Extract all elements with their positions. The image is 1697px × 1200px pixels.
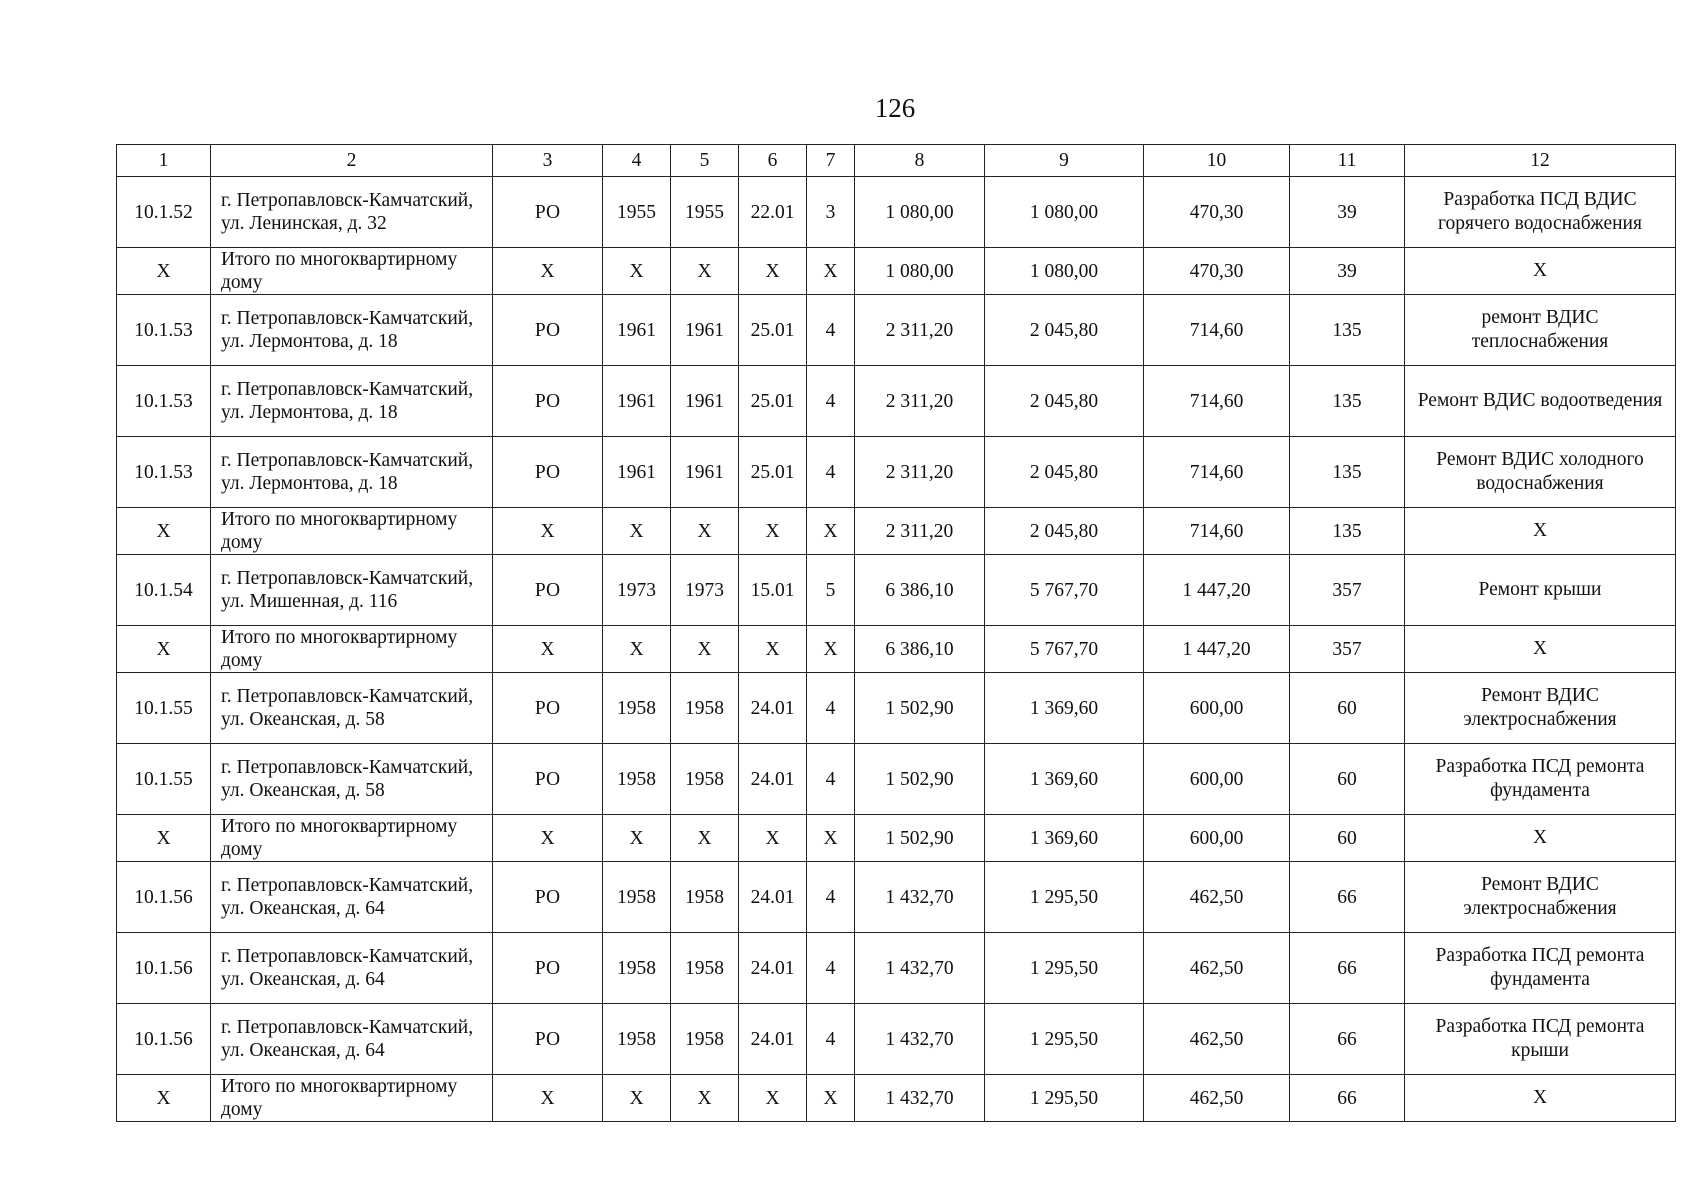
cell-row-number: Х <box>117 626 211 673</box>
cell-residents: 60 <box>1290 815 1405 862</box>
cell-floors: 5 <box>807 555 855 626</box>
cell-wall-material: Х <box>739 626 807 673</box>
cell-address: г. Петропавловск-Камчатский, ул. Океанская, д. 58 <box>211 744 493 815</box>
cell-commission-year: 1958 <box>671 862 739 933</box>
cell-wall-material: 24.01 <box>739 673 807 744</box>
cell-address: г. Петропавловск-Камчатский, ул. Океанская, д. 64 <box>211 1004 493 1075</box>
table-row-total <box>117 815 1676 862</box>
column-header: 12 <box>1405 145 1676 177</box>
cell-work-type: Х <box>1405 508 1676 555</box>
cell-work-type: Разработка ПСД ремонта фундамента <box>1405 744 1676 815</box>
cell-residential-area: 1 369,60 <box>985 744 1144 815</box>
table-row <box>117 555 1676 626</box>
cell-total-area: 1 080,00 <box>855 248 985 295</box>
cell-residential-area: 2 045,80 <box>985 508 1144 555</box>
cell-row-number: 10.1.56 <box>117 862 211 933</box>
table-row <box>117 673 1676 744</box>
cell-address: Итого по многоквартирному дому <box>211 1075 493 1122</box>
cell-address: г. Петропавловск-Камчатский, ул. Лермонтова, д. 18 <box>211 437 493 508</box>
cell-row-number: Х <box>117 815 211 862</box>
cell-total-area: 1 502,90 <box>855 744 985 815</box>
cell-build-year: 1958 <box>603 673 671 744</box>
cell-commission-year: Х <box>671 815 739 862</box>
cell-row-number: 10.1.54 <box>117 555 211 626</box>
cell-residential-area: 1 369,60 <box>985 673 1144 744</box>
cell-non-residential-area: 462,50 <box>1144 1075 1290 1122</box>
cell-owner: РО <box>493 862 603 933</box>
cell-floors: 4 <box>807 673 855 744</box>
table-row <box>117 933 1676 1004</box>
cell-floors: 4 <box>807 295 855 366</box>
cell-work-type: Ремонт ВДИС водоотведения <box>1405 366 1676 437</box>
cell-build-year: Х <box>603 508 671 555</box>
cell-floors: 4 <box>807 366 855 437</box>
cell-owner: Х <box>493 508 603 555</box>
cell-address: г. Петропавловск-Камчатский, ул. Лермонтова, д. 18 <box>211 366 493 437</box>
cell-non-residential-area: 470,30 <box>1144 248 1290 295</box>
cell-build-year: 1961 <box>603 437 671 508</box>
cell-non-residential-area: 600,00 <box>1144 744 1290 815</box>
cell-residents: 357 <box>1290 555 1405 626</box>
cell-wall-material: 24.01 <box>739 862 807 933</box>
table-row <box>117 744 1676 815</box>
cell-owner: РО <box>493 744 603 815</box>
cell-owner: РО <box>493 366 603 437</box>
cell-build-year: 1961 <box>603 295 671 366</box>
cell-work-type: Ремонт ВДИС электроснабжения <box>1405 673 1676 744</box>
cell-total-area: 6 386,10 <box>855 555 985 626</box>
cell-commission-year: 1973 <box>671 555 739 626</box>
cell-residential-area: 1 295,50 <box>985 862 1144 933</box>
cell-owner: Х <box>493 626 603 673</box>
cell-wall-material: Х <box>739 508 807 555</box>
cell-commission-year: 1961 <box>671 366 739 437</box>
capital-repair-table <box>116 144 1676 1122</box>
cell-residential-area: 5 767,70 <box>985 626 1144 673</box>
column-header: 9 <box>985 145 1144 177</box>
cell-total-area: 1 502,90 <box>855 815 985 862</box>
cell-residential-area: 1 080,00 <box>985 177 1144 248</box>
cell-floors: Х <box>807 626 855 673</box>
cell-non-residential-area: 600,00 <box>1144 673 1290 744</box>
column-header: 4 <box>603 145 671 177</box>
cell-commission-year: Х <box>671 508 739 555</box>
cell-wall-material: 15.01 <box>739 555 807 626</box>
table-row <box>117 366 1676 437</box>
cell-owner: Х <box>493 1075 603 1122</box>
table-row-total <box>117 1075 1676 1122</box>
cell-commission-year: 1955 <box>671 177 739 248</box>
cell-row-number: 10.1.55 <box>117 744 211 815</box>
cell-non-residential-area: 714,60 <box>1144 437 1290 508</box>
cell-floors: Х <box>807 248 855 295</box>
cell-total-area: 2 311,20 <box>855 366 985 437</box>
cell-residential-area: 1 295,50 <box>985 1075 1144 1122</box>
cell-owner: РО <box>493 673 603 744</box>
cell-residents: 39 <box>1290 177 1405 248</box>
cell-floors: 3 <box>807 177 855 248</box>
cell-residential-area: 2 045,80 <box>985 437 1144 508</box>
cell-total-area: 2 311,20 <box>855 508 985 555</box>
table-row <box>117 437 1676 508</box>
cell-residential-area: 1 295,50 <box>985 1004 1144 1075</box>
cell-address: г. Петропавловск-Камчатский, ул. Океанская, д. 64 <box>211 933 493 1004</box>
cell-residents: 60 <box>1290 744 1405 815</box>
cell-row-number: 10.1.55 <box>117 673 211 744</box>
cell-wall-material: 24.01 <box>739 933 807 1004</box>
cell-floors: 4 <box>807 933 855 1004</box>
column-number-row <box>117 145 1676 177</box>
cell-address: г. Петропавловск-Камчатский, ул. Ленинская, д. 32 <box>211 177 493 248</box>
cell-non-residential-area: 470,30 <box>1144 177 1290 248</box>
cell-owner: РО <box>493 295 603 366</box>
cell-residents: 135 <box>1290 366 1405 437</box>
column-header: 11 <box>1290 145 1405 177</box>
cell-owner: РО <box>493 437 603 508</box>
cell-wall-material: 25.01 <box>739 295 807 366</box>
cell-residential-area: 2 045,80 <box>985 295 1144 366</box>
cell-build-year: 1958 <box>603 744 671 815</box>
cell-row-number: Х <box>117 248 211 295</box>
cell-non-residential-area: 600,00 <box>1144 815 1290 862</box>
cell-work-type: Ремонт крыши <box>1405 555 1676 626</box>
cell-non-residential-area: 1 447,20 <box>1144 626 1290 673</box>
table-row-total <box>117 626 1676 673</box>
cell-owner: Х <box>493 248 603 295</box>
cell-row-number: 10.1.52 <box>117 177 211 248</box>
cell-work-type: Х <box>1405 626 1676 673</box>
column-header: 8 <box>855 145 985 177</box>
cell-residential-area: 2 045,80 <box>985 366 1144 437</box>
cell-residential-area: 1 080,00 <box>985 248 1144 295</box>
cell-address: Итого по многоквартирному дому <box>211 508 493 555</box>
cell-floors: Х <box>807 1075 855 1122</box>
cell-address: г. Петропавловск-Камчатский, ул. Мишенная, д. 116 <box>211 555 493 626</box>
cell-total-area: 1 432,70 <box>855 933 985 1004</box>
cell-build-year: 1958 <box>603 1004 671 1075</box>
cell-row-number: 10.1.53 <box>117 295 211 366</box>
column-header: 2 <box>211 145 493 177</box>
cell-floors: 4 <box>807 862 855 933</box>
cell-non-residential-area: 714,60 <box>1144 295 1290 366</box>
cell-row-number: Х <box>117 508 211 555</box>
table-row-total <box>117 248 1676 295</box>
cell-residents: 357 <box>1290 626 1405 673</box>
cell-total-area: 2 311,20 <box>855 437 985 508</box>
cell-wall-material: 22.01 <box>739 177 807 248</box>
cell-wall-material: Х <box>739 1075 807 1122</box>
cell-residents: 66 <box>1290 1004 1405 1075</box>
cell-residential-area: 1 295,50 <box>985 933 1144 1004</box>
column-header: 7 <box>807 145 855 177</box>
cell-work-type: ремонт ВДИС теплоснабжения <box>1405 295 1676 366</box>
cell-total-area: 1 432,70 <box>855 1075 985 1122</box>
cell-total-area: 1 502,90 <box>855 673 985 744</box>
cell-work-type: Разработка ПСД ВДИС горячего водоснабжения <box>1405 177 1676 248</box>
cell-wall-material: 25.01 <box>739 437 807 508</box>
cell-wall-material: Х <box>739 248 807 295</box>
table-row <box>117 295 1676 366</box>
cell-residents: 135 <box>1290 295 1405 366</box>
cell-work-type: Ремонт ВДИС электроснабжения <box>1405 862 1676 933</box>
cell-non-residential-area: 462,50 <box>1144 933 1290 1004</box>
cell-work-type: Х <box>1405 248 1676 295</box>
cell-non-residential-area: 462,50 <box>1144 862 1290 933</box>
column-header: 5 <box>671 145 739 177</box>
cell-total-area: 1 080,00 <box>855 177 985 248</box>
cell-residential-area: 1 369,60 <box>985 815 1144 862</box>
cell-residents: 66 <box>1290 933 1405 1004</box>
table-row-total <box>117 508 1676 555</box>
cell-residents: 66 <box>1290 1075 1405 1122</box>
cell-wall-material: 24.01 <box>739 1004 807 1075</box>
cell-owner: РО <box>493 177 603 248</box>
cell-floors: Х <box>807 508 855 555</box>
cell-row-number: Х <box>117 1075 211 1122</box>
cell-work-type: Разработка ПСД ремонта крыши <box>1405 1004 1676 1075</box>
cell-commission-year: Х <box>671 626 739 673</box>
cell-wall-material: 24.01 <box>739 744 807 815</box>
cell-residents: 60 <box>1290 673 1405 744</box>
cell-build-year: Х <box>603 1075 671 1122</box>
cell-total-area: 6 386,10 <box>855 626 985 673</box>
page-number: 126 <box>874 93 916 123</box>
table-row <box>117 862 1676 933</box>
cell-non-residential-area: 714,60 <box>1144 508 1290 555</box>
column-header: 6 <box>739 145 807 177</box>
cell-build-year: 1958 <box>603 862 671 933</box>
cell-build-year: Х <box>603 248 671 295</box>
cell-residents: 66 <box>1290 862 1405 933</box>
cell-residents: 135 <box>1290 508 1405 555</box>
cell-owner: Х <box>493 815 603 862</box>
column-header: 3 <box>493 145 603 177</box>
column-header: 10 <box>1144 145 1290 177</box>
cell-commission-year: 1961 <box>671 437 739 508</box>
cell-build-year: Х <box>603 815 671 862</box>
cell-commission-year: Х <box>671 248 739 295</box>
cell-row-number: 10.1.56 <box>117 1004 211 1075</box>
cell-commission-year: 1958 <box>671 744 739 815</box>
cell-row-number: 10.1.53 <box>117 366 211 437</box>
cell-address: Итого по многоквартирному дому <box>211 626 493 673</box>
cell-address: Итого по многоквартирному дому <box>211 815 493 862</box>
cell-work-type: Ремонт ВДИС холодного водоснабжения <box>1405 437 1676 508</box>
cell-build-year: 1961 <box>603 366 671 437</box>
cell-residential-area: 5 767,70 <box>985 555 1144 626</box>
cell-floors: 4 <box>807 1004 855 1075</box>
cell-total-area: 1 432,70 <box>855 862 985 933</box>
column-header: 1 <box>117 145 211 177</box>
cell-total-area: 1 432,70 <box>855 1004 985 1075</box>
cell-commission-year: 1958 <box>671 1004 739 1075</box>
cell-work-type: Х <box>1405 1075 1676 1122</box>
cell-work-type: Разработка ПСД ремонта фундамента <box>1405 933 1676 1004</box>
cell-commission-year: Х <box>671 1075 739 1122</box>
cell-build-year: Х <box>603 626 671 673</box>
cell-build-year: 1955 <box>603 177 671 248</box>
cell-address: г. Петропавловск-Камчатский, ул. Океанская, д. 58 <box>211 673 493 744</box>
table-row <box>117 1004 1676 1075</box>
cell-commission-year: 1958 <box>671 673 739 744</box>
cell-owner: РО <box>493 933 603 1004</box>
cell-wall-material: 25.01 <box>739 366 807 437</box>
cell-non-residential-area: 1 447,20 <box>1144 555 1290 626</box>
cell-build-year: 1958 <box>603 933 671 1004</box>
cell-floors: Х <box>807 815 855 862</box>
cell-build-year: 1973 <box>603 555 671 626</box>
cell-total-area: 2 311,20 <box>855 295 985 366</box>
cell-work-type: Х <box>1405 815 1676 862</box>
cell-address: Итого по многоквартирному дому <box>211 248 493 295</box>
cell-row-number: 10.1.56 <box>117 933 211 1004</box>
cell-owner: РО <box>493 1004 603 1075</box>
cell-wall-material: Х <box>739 815 807 862</box>
cell-non-residential-area: 462,50 <box>1144 1004 1290 1075</box>
cell-non-residential-area: 714,60 <box>1144 366 1290 437</box>
cell-floors: 4 <box>807 744 855 815</box>
table-row <box>117 177 1676 248</box>
cell-floors: 4 <box>807 437 855 508</box>
cell-address: г. Петропавловск-Камчатский, ул. Лермонтова, д. 18 <box>211 295 493 366</box>
cell-address: г. Петропавловск-Камчатский, ул. Океанская, д. 64 <box>211 862 493 933</box>
cell-row-number: 10.1.53 <box>117 437 211 508</box>
cell-residents: 135 <box>1290 437 1405 508</box>
cell-residents: 39 <box>1290 248 1405 295</box>
cell-owner: РО <box>493 555 603 626</box>
cell-commission-year: 1958 <box>671 933 739 1004</box>
cell-commission-year: 1961 <box>671 295 739 366</box>
